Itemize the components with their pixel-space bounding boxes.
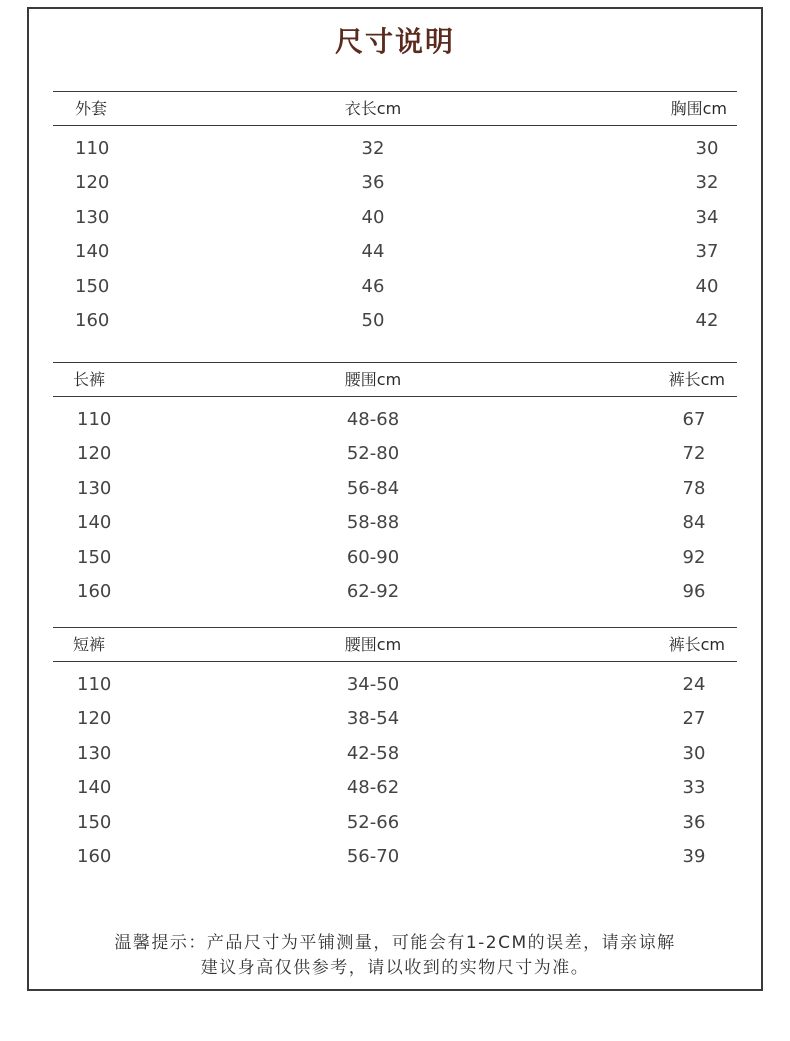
cell-col3: 78 — [682, 477, 706, 499]
cell-col3: 36 — [682, 811, 706, 833]
cell-col3: 34 — [695, 206, 719, 228]
cell-col3: 84 — [682, 512, 706, 534]
cell-size: 140 — [77, 512, 112, 534]
cell-size: 120 — [77, 708, 112, 730]
cell-col3: 40 — [695, 275, 719, 297]
cell-col2: 48-62 — [346, 777, 400, 799]
cell-size: 150 — [77, 546, 112, 568]
cell-col2: 38-54 — [346, 708, 400, 730]
header-category: 短裤 — [73, 635, 106, 654]
table-header — [53, 362, 737, 397]
table-row — [53, 668, 737, 702]
table-row — [53, 270, 737, 304]
cell-size: 130 — [77, 477, 112, 499]
table-row — [53, 541, 737, 575]
page-title: 尺寸说明 — [334, 25, 455, 58]
cell-col2: 40 — [361, 206, 385, 228]
size-table-jacket — [53, 91, 737, 338]
cell-size: 110 — [77, 674, 112, 695]
cell-size: 160 — [75, 309, 110, 331]
table-header — [53, 91, 737, 126]
table-row — [53, 166, 737, 200]
cell-col2: 56-70 — [346, 845, 400, 867]
note-line-2: 建议身高仅供参考，请以收到的实物尺寸为准。 — [200, 958, 590, 978]
cell-col2: 48-68 — [346, 409, 400, 430]
note-line-1: 温馨提示：产品尺寸为平铺测量，可能会有1-2CM的误差，请亲谅解 — [114, 933, 676, 953]
table-row — [53, 132, 737, 166]
cell-col3: 92 — [682, 546, 706, 568]
cell-size: 160 — [77, 845, 112, 867]
cell-col2: 42-58 — [346, 742, 400, 764]
size-table-shorts — [53, 627, 737, 874]
cell-col3: 27 — [682, 708, 706, 730]
table-row — [53, 771, 737, 805]
cell-size: 140 — [75, 241, 110, 263]
cell-col3: 33 — [682, 777, 706, 799]
cell-size: 120 — [77, 443, 112, 465]
cell-col2: 52-80 — [346, 443, 400, 465]
header-category: 外套 — [75, 99, 108, 118]
cell-col3: 37 — [695, 241, 719, 263]
cell-size: 140 — [77, 777, 112, 799]
table-row — [53, 840, 737, 874]
header-col3: 裤长cm — [668, 370, 725, 389]
table-row — [53, 472, 737, 506]
table-row — [53, 403, 737, 437]
header-col3: 胸围cm — [670, 99, 727, 118]
header-col2: 腰围cm — [344, 635, 402, 654]
cell-size: 110 — [77, 409, 112, 430]
cell-col2: 44 — [361, 241, 385, 263]
cell-size: 110 — [75, 138, 110, 159]
table-row — [53, 506, 737, 540]
cell-col3: 30 — [695, 138, 719, 159]
cell-col3: 30 — [682, 742, 706, 764]
cell-col2: 32 — [361, 138, 385, 159]
cell-col3: 42 — [695, 309, 719, 331]
cell-size: 130 — [77, 742, 112, 764]
cell-size: 130 — [75, 206, 110, 228]
table-row — [53, 201, 737, 235]
cell-col2: 58-88 — [346, 512, 400, 534]
cell-col3: 96 — [682, 580, 706, 602]
cell-col2: 50 — [361, 309, 385, 331]
table-row — [53, 702, 737, 736]
cell-col3: 72 — [682, 443, 706, 465]
table-row — [53, 235, 737, 269]
cell-col3: 39 — [682, 845, 706, 867]
header-col3: 裤长cm — [668, 635, 725, 654]
cell-col3: 67 — [682, 409, 706, 430]
header-col2: 衣长cm — [344, 99, 402, 118]
cell-col2: 60-90 — [346, 546, 400, 568]
cell-size: 150 — [75, 275, 110, 297]
cell-size: 150 — [77, 811, 112, 833]
table-row — [53, 575, 737, 609]
table-row — [53, 437, 737, 471]
table-row — [53, 304, 737, 338]
cell-size: 160 — [77, 580, 112, 602]
cell-col2: 36 — [361, 172, 385, 194]
table-header — [53, 627, 737, 662]
cell-col2: 62-92 — [346, 580, 400, 602]
table-row — [53, 806, 737, 840]
header-col2: 腰围cm — [344, 370, 402, 389]
size-table-trousers — [53, 362, 737, 609]
cell-col2: 56-84 — [346, 477, 400, 499]
cell-col2: 52-66 — [346, 811, 400, 833]
header-category: 长裤 — [73, 370, 106, 389]
cell-col3: 32 — [695, 172, 719, 194]
table-row — [53, 737, 737, 771]
cell-size: 120 — [75, 172, 110, 194]
cell-col2: 34-50 — [346, 674, 400, 695]
cell-col2: 46 — [361, 275, 385, 297]
cell-col3: 24 — [682, 674, 706, 695]
